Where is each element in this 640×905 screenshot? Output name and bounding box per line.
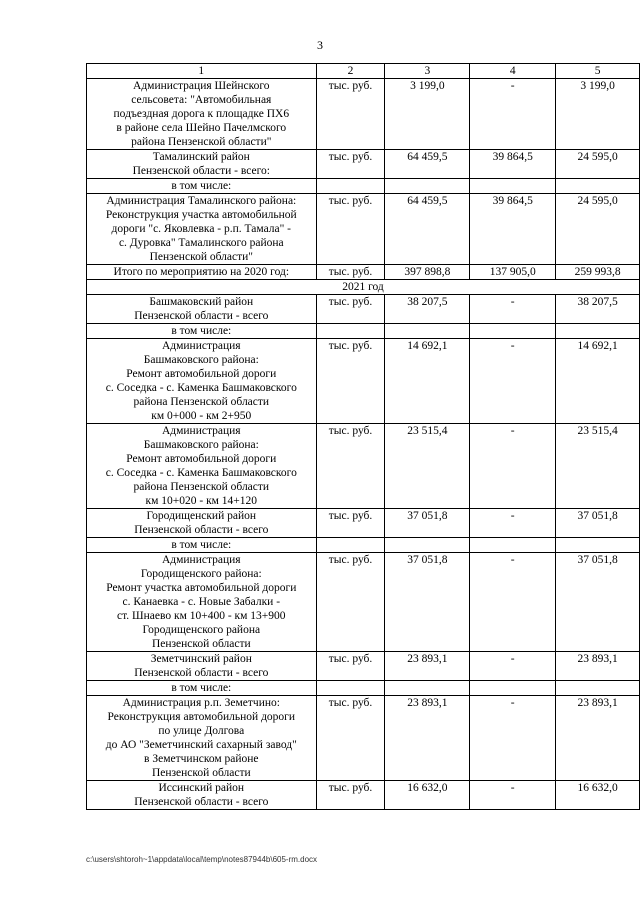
row-name-cell — [87, 79, 317, 150]
value-col5-cell: 38 207,5 — [556, 295, 640, 324]
value-col4-cell: - — [470, 295, 556, 324]
row-name-cell — [87, 324, 317, 339]
unit-cell: тыс. руб. — [316, 194, 385, 265]
table-row — [87, 509, 640, 538]
table-row — [87, 652, 640, 681]
value-col5-cell — [556, 324, 640, 339]
table-row — [87, 265, 640, 280]
row-name-line: Администрация р.п. Земетчино: — [122, 697, 280, 709]
value-col3-cell: 38 207,5 — [385, 295, 470, 324]
row-name-line: Земетчинский район — [150, 653, 252, 665]
value-col4-cell: - — [470, 509, 556, 538]
value-col3-cell: 64 459,5 — [385, 194, 470, 265]
financing-table — [86, 63, 640, 810]
row-name-cell — [87, 652, 317, 681]
row-name-line: района Пензенской области" — [131, 136, 272, 148]
row-name-cell — [87, 553, 317, 652]
unit-cell — [316, 538, 385, 553]
row-name-line: в том числе: — [171, 180, 232, 192]
value-col5-cell: 23 515,4 — [556, 424, 640, 509]
value-col5-cell: 24 595,0 — [556, 150, 640, 179]
value-col4-cell: 137 905,0 — [470, 265, 556, 280]
unit-cell: тыс. руб. — [316, 781, 385, 810]
header-cell-4: 4 — [470, 64, 556, 79]
row-name-line: в том числе: — [171, 539, 232, 551]
row-name-line: Башмаковский район — [149, 296, 254, 308]
value-col3-cell — [385, 179, 470, 194]
row-name-line: Ремонт автомобильной дороги — [126, 453, 277, 465]
note-row — [87, 538, 640, 553]
table-row — [87, 194, 640, 265]
value-col4-cell: - — [470, 696, 556, 781]
table-row — [87, 781, 640, 810]
row-name-line: Ремонт автомобильной дороги — [126, 368, 277, 380]
row-name-line: Тамалинский район — [152, 151, 250, 163]
value-col3-cell — [385, 538, 470, 553]
row-name-line: ст. Шнаево км 10+400 - км 13+900 — [117, 610, 286, 622]
value-col4-cell: - — [470, 781, 556, 810]
value-col4-cell: - — [470, 424, 556, 509]
row-name-line: Администрация — [161, 554, 241, 566]
value-col5-cell: 37 051,8 — [556, 553, 640, 652]
value-col5-cell: 259 993,8 — [556, 265, 640, 280]
year-label: 2021 год — [87, 280, 640, 295]
row-name-cell — [87, 509, 317, 538]
value-col4-cell — [470, 538, 556, 553]
row-name-line: подъездная дорога к площадке ПХ6 — [113, 108, 290, 120]
row-name-line: км 10+020 - км 14+120 — [145, 495, 258, 507]
page-number: 3 — [317, 38, 323, 52]
note-row — [87, 324, 640, 339]
row-name-cell — [87, 781, 317, 810]
row-name-line: по улице Долгова — [158, 725, 245, 737]
row-name-line: Администрация Шейнского — [133, 80, 270, 92]
file-path-footer: c:\users\shtoroh~1\appdata\local\temp\notes87944b\605-rm.docx — [86, 855, 318, 864]
row-name-line: в том числе: — [171, 682, 232, 694]
value-col3-cell: 23 893,1 — [385, 696, 470, 781]
header-cell-5: 5 — [556, 64, 640, 79]
row-name-line: Башмаковского района: — [143, 354, 259, 366]
unit-cell — [316, 324, 385, 339]
value-col5-cell — [556, 538, 640, 553]
row-name-cell — [87, 538, 317, 553]
row-name-line: Реконструкция участка автомобильной — [105, 209, 297, 221]
row-name-line: Пензенской области — [151, 767, 251, 779]
unit-cell: тыс. руб. — [316, 696, 385, 781]
unit-cell: тыс. руб. — [316, 79, 385, 150]
value-col5-cell — [556, 681, 640, 696]
table-row — [87, 150, 640, 179]
row-name-line: Администрация Тамалинского района: — [106, 195, 297, 207]
value-col5-cell: 14 692,1 — [556, 339, 640, 424]
value-col3-cell — [385, 681, 470, 696]
value-col3-cell: 397 898,8 — [385, 265, 470, 280]
row-name-line: сельсовета: "Автомобильная — [131, 94, 272, 106]
value-col5-cell: 37 051,8 — [556, 509, 640, 538]
value-col4-cell: - — [470, 652, 556, 681]
unit-cell: тыс. руб. — [316, 553, 385, 652]
value-col3-cell: 23 515,4 — [385, 424, 470, 509]
row-name-line: Пензенской области - всего: — [132, 165, 270, 177]
value-col4-cell — [470, 324, 556, 339]
unit-cell: тыс. руб. — [316, 509, 385, 538]
value-col5-cell: 3 199,0 — [556, 79, 640, 150]
unit-cell: тыс. руб. — [316, 339, 385, 424]
row-name-cell — [87, 295, 317, 324]
table-row — [87, 424, 640, 509]
row-name-line: с. Дуровка" Тамалинского района — [118, 237, 284, 249]
row-name-line: с. Канаевка - с. Новые Забалки - — [122, 596, 281, 608]
row-name-line: района Пензенской области — [133, 481, 270, 493]
unit-cell: тыс. руб. — [316, 295, 385, 324]
value-col4-cell: 39 864,5 — [470, 150, 556, 179]
unit-cell: тыс. руб. — [316, 150, 385, 179]
row-name-cell — [87, 194, 317, 265]
unit-cell: тыс. руб. — [316, 424, 385, 509]
row-name-line: Реконструкция автомобильной дороги — [107, 711, 296, 723]
row-name-line: с. Соседка - с. Каменка Башмаковского — [105, 467, 297, 479]
row-name-line: Администрация — [161, 340, 241, 352]
value-col5-cell: 24 595,0 — [556, 194, 640, 265]
row-name-cell — [87, 696, 317, 781]
row-name-cell — [87, 424, 317, 509]
value-col3-cell: 14 692,1 — [385, 339, 470, 424]
row-name-line: Пензенской области - всего — [134, 667, 269, 679]
row-name-line: Ремонт участка автомобильной дороги — [106, 582, 297, 594]
row-name-line: Пензенской области — [151, 638, 251, 650]
value-col5-cell: 23 893,1 — [556, 652, 640, 681]
unit-cell — [316, 179, 385, 194]
value-col4-cell — [470, 179, 556, 194]
row-name-cell — [87, 681, 317, 696]
table-row — [87, 295, 640, 324]
table-row — [87, 553, 640, 652]
row-name-line: в районе села Шейно Пачелмского — [116, 122, 287, 134]
value-col3-cell: 37 051,8 — [385, 553, 470, 652]
row-name-line: с. Соседка - с. Каменка Башмаковского — [105, 382, 297, 394]
row-name-line: Иссинский район — [158, 782, 245, 794]
row-name-line: Городищенского района: — [140, 568, 262, 580]
value-col5-cell: 16 632,0 — [556, 781, 640, 810]
row-name-line: Пензенской области - всего — [134, 796, 269, 808]
row-name-cell — [87, 150, 317, 179]
value-col3-cell: 37 051,8 — [385, 509, 470, 538]
row-name-line: Пензенской области - всего — [134, 310, 269, 322]
year-row — [87, 280, 640, 295]
value-col4-cell: - — [470, 553, 556, 652]
row-name-cell — [87, 265, 317, 280]
note-row — [87, 681, 640, 696]
value-col4-cell: 39 864,5 — [470, 194, 556, 265]
row-name-line: в Земетчинском районе — [144, 753, 259, 765]
row-name-line: Администрация — [161, 425, 241, 437]
value-col3-cell: 64 459,5 — [385, 150, 470, 179]
header-row — [87, 64, 640, 79]
row-name-line: Башмаковского района: — [143, 439, 259, 451]
row-name-line: Итого по мероприятию на 2020 год: — [113, 266, 290, 278]
value-col3-cell: 23 893,1 — [385, 652, 470, 681]
table-row — [87, 79, 640, 150]
row-name-cell — [87, 339, 317, 424]
table-row — [87, 339, 640, 424]
row-name-line: в том числе: — [171, 325, 232, 337]
value-col5-cell: 23 893,1 — [556, 696, 640, 781]
value-col3-cell: 16 632,0 — [385, 781, 470, 810]
row-name-line: дороги "с. Яковлевка - р.п. Тамала" - — [111, 223, 292, 235]
value-col4-cell: - — [470, 339, 556, 424]
unit-cell: тыс. руб. — [316, 265, 385, 280]
unit-cell: тыс. руб. — [316, 652, 385, 681]
value-col4-cell: - — [470, 79, 556, 150]
header-cell-2: 2 — [316, 64, 385, 79]
value-col3-cell: 3 199,0 — [385, 79, 470, 150]
value-col4-cell — [470, 681, 556, 696]
unit-cell — [316, 681, 385, 696]
row-name-cell — [87, 179, 317, 194]
note-row — [87, 179, 640, 194]
value-col5-cell — [556, 179, 640, 194]
value-col3-cell — [385, 324, 470, 339]
row-name-line: Городищенский район — [146, 510, 257, 522]
row-name-line: Пензенской области - всего — [134, 524, 269, 536]
header-cell-3: 3 — [385, 64, 470, 79]
table-row — [87, 696, 640, 781]
row-name-line: Пензенской области" — [149, 251, 253, 263]
row-name-line: района Пензенской области — [133, 396, 270, 408]
row-name-line: Городищенского района — [142, 624, 261, 636]
row-name-line: до АО "Земетчинский сахарный завод" — [105, 739, 297, 751]
header-cell-1: 1 — [87, 64, 317, 79]
row-name-line: км 0+000 - км 2+950 — [151, 410, 252, 422]
